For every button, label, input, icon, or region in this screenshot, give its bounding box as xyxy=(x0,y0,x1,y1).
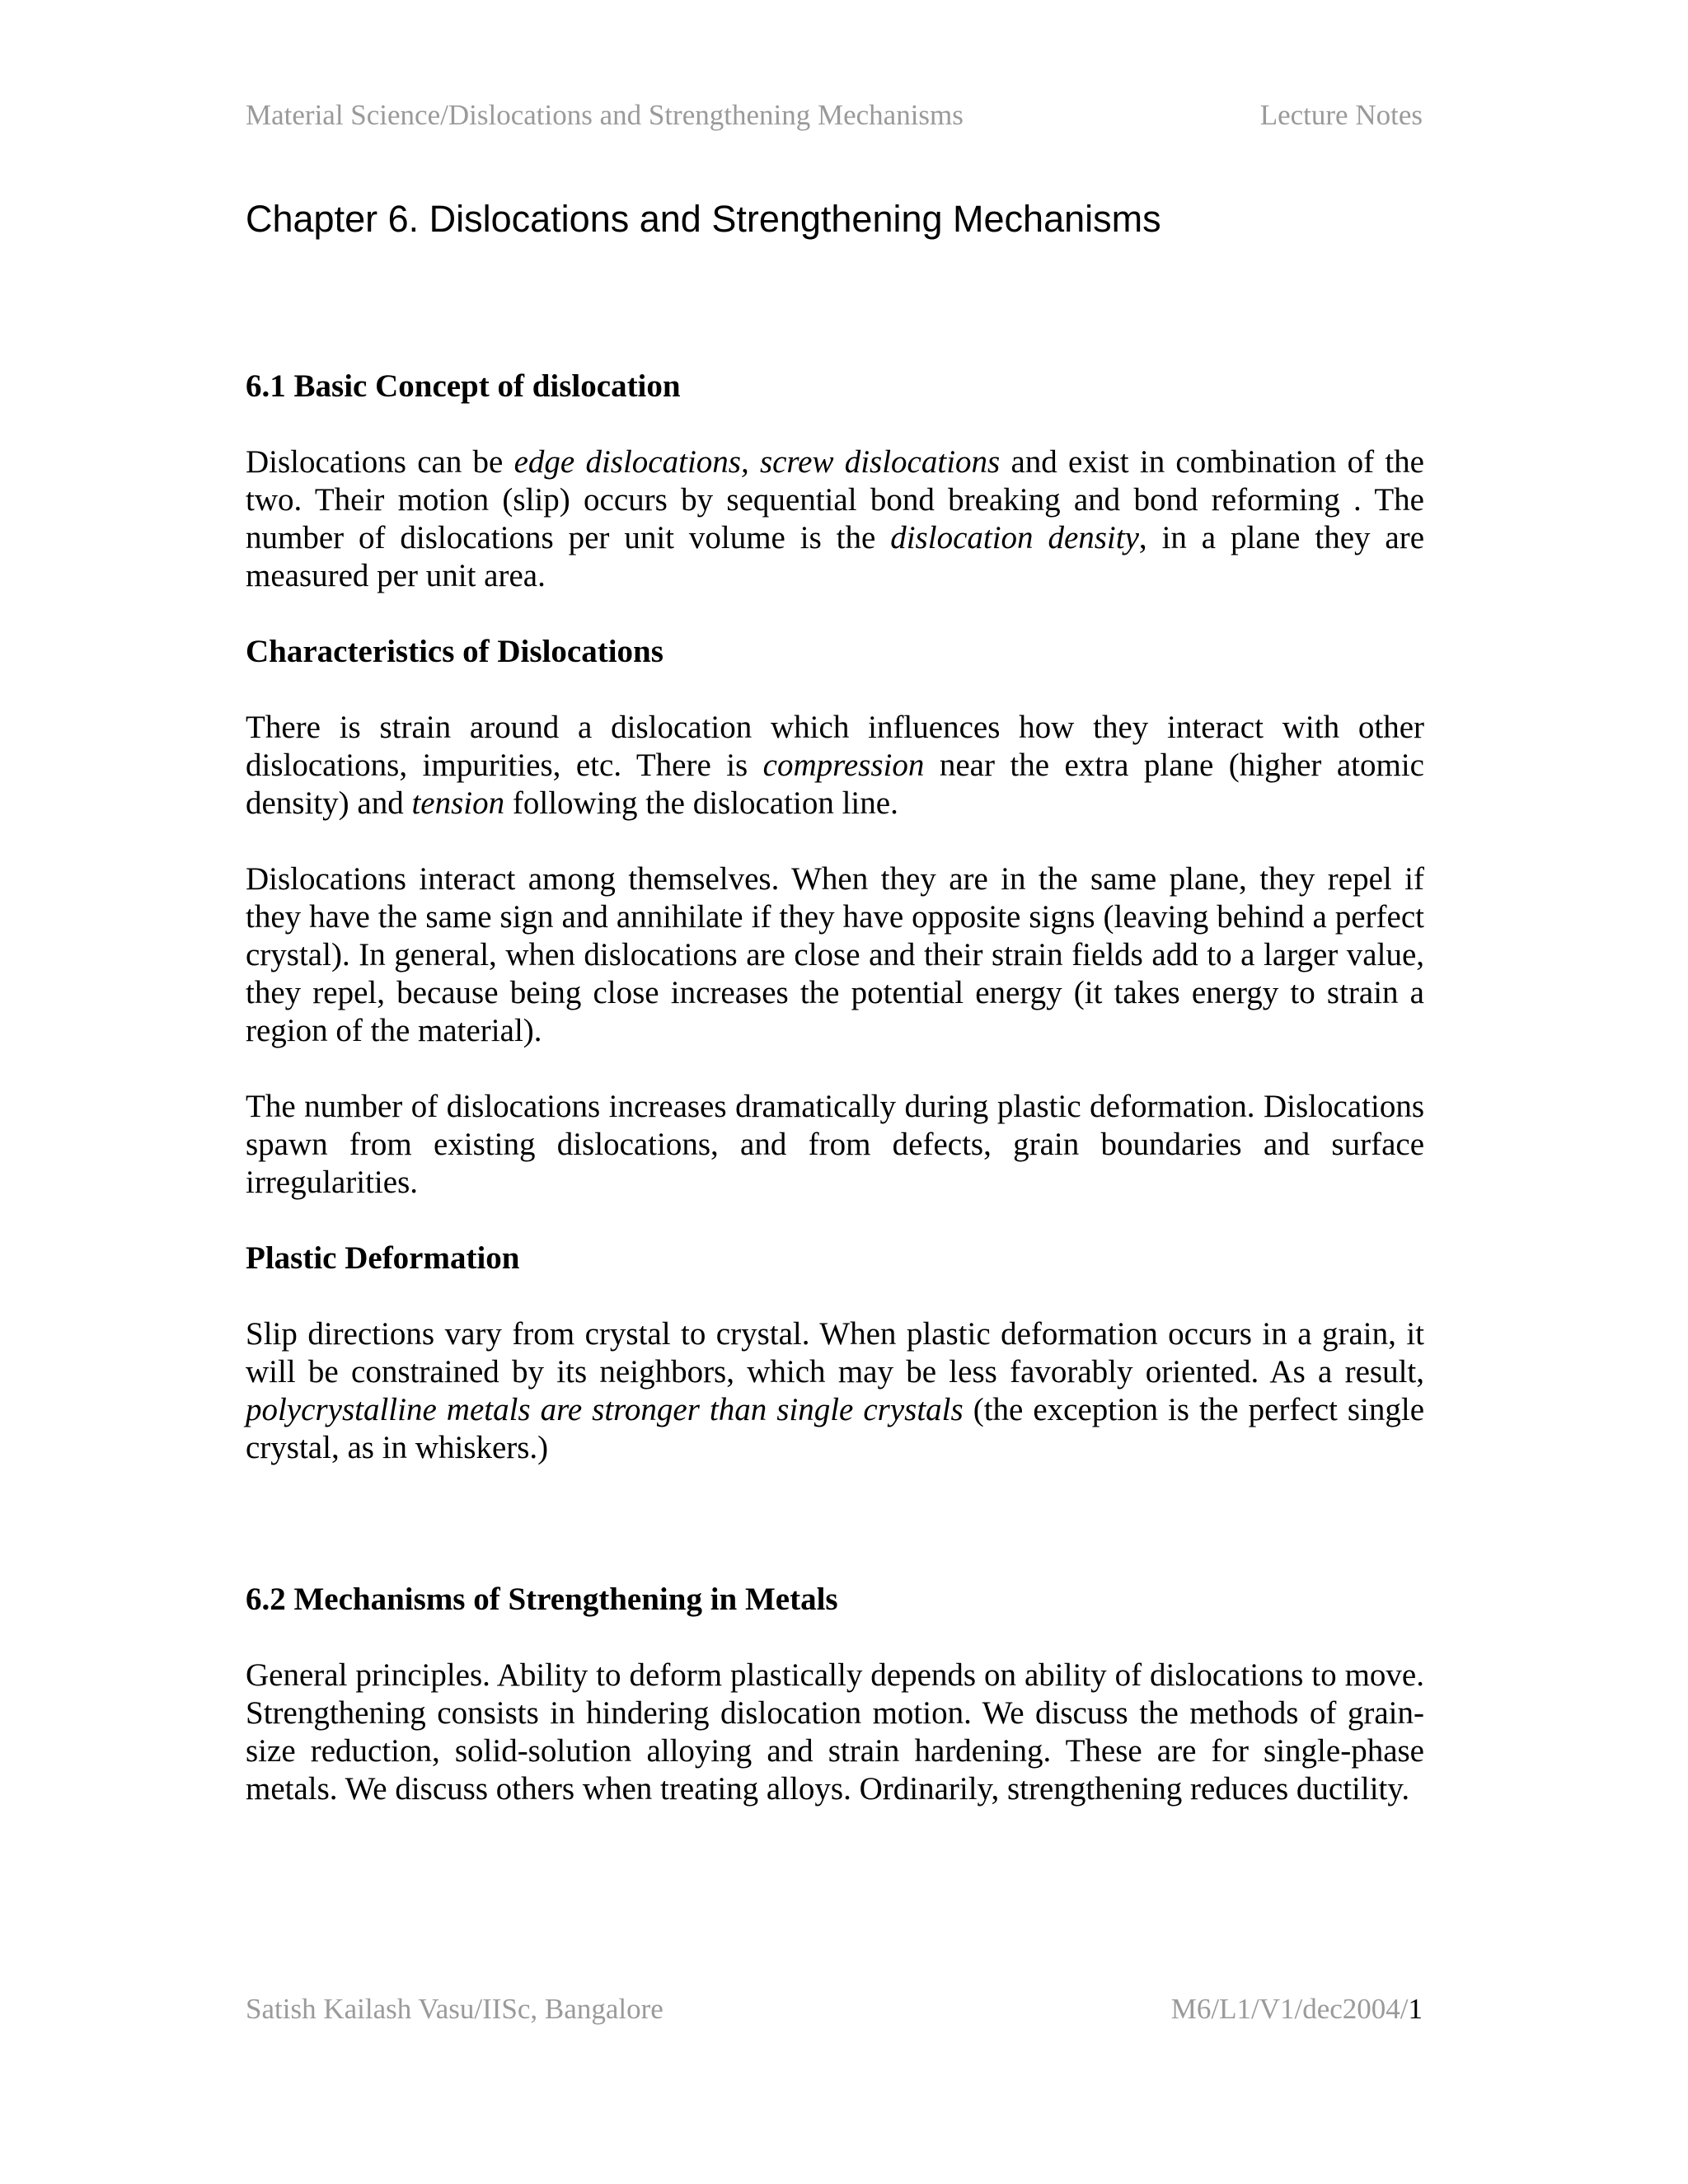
paragraph-slip-directions xyxy=(246,1315,1424,1467)
text-run: (the exception is the perfect single crystal, as in whiskers.) xyxy=(246,1392,1425,1465)
text-run: following the dislocation line. xyxy=(504,785,898,821)
text-run: There is strain around a dislocation which influences how they interact with other dislocations, impurities, etc. There is xyxy=(246,710,1424,783)
text-run: Dislocations can be xyxy=(246,444,514,480)
paragraph-interaction: Dislocations interact among themselves. When they are in the same plane, they repel if they have the same sign and annihilate if they have opposite signs (leaving behind a perfect crystal). In general, when dislocations are close and their strain fields add to a larger value, they repel, because being close increases the potential energy (it takes energy to strain a region of the material). xyxy=(246,861,1424,1048)
paragraph-dislocation-count: The number of dislocations increases dramatically during plastic deformation. Dislocations spawn from existing dislocations, and from defects, grain boundaries and surface irregularities. xyxy=(246,1089,1424,1200)
page-number: 1 xyxy=(1408,1993,1423,2025)
text-run: Slip directions vary from crystal to crystal. When plastic deformation occurs in a grain, it will be constrained by its neighbors, which may be less favorably oriented. As a result, xyxy=(246,1316,1424,1390)
section-heading-6-2: 6.2 Mechanisms of Strengthening in Metals xyxy=(246,1582,838,1617)
header-doc-type: Lecture Notes xyxy=(1259,99,1423,131)
footer-doc-code: M6/L1/V1/dec2004/ xyxy=(1170,1993,1409,2025)
italic-run: edge dislocations, screw dislocations xyxy=(513,444,1001,480)
paragraph-general-principles: General principles. Ability to deform plastically depends on ability of dislocations to move. Strengthening consists in hindering dislocation motion. We discuss the methods of grain-size reduction, solid-solution alloying and strain hardening. These are for single-phase metals. We discuss others when treating alloys. Ordinarily, strengthening reduces ductility. xyxy=(246,1657,1424,1807)
italic-run: compression xyxy=(762,748,925,783)
italic-run: dislocation density xyxy=(890,520,1139,555)
footer-doc-id xyxy=(1171,1993,1423,2026)
subheading-characteristics: Characteristics of Dislocations xyxy=(246,634,663,669)
paragraph-basic-concept xyxy=(246,443,1424,595)
italic-run: polycrystalline metals are stronger than single crystals xyxy=(246,1392,964,1427)
footer-author: Satish Kailash Vasu/IISc, Bangalore xyxy=(246,1993,663,2025)
section-heading-6-1: 6.1 Basic Concept of dislocation xyxy=(246,368,681,404)
chapter-title: Chapter 6. Dislocations and Strengthening Mechanisms xyxy=(246,198,1161,240)
paragraph-strain xyxy=(246,709,1424,823)
subheading-plastic-deformation: Plastic Deformation xyxy=(246,1240,520,1276)
text-run: near the extra plane (higher atomic density) and xyxy=(246,748,1424,821)
italic-run: tension xyxy=(411,785,505,821)
text-run: , in a plane they are measured per unit area. xyxy=(246,520,1425,593)
text-run: and exist in combination of the two. Their motion (slip) occurs by sequential bond breaking and bond reforming . The number of dislocations per unit volume is the xyxy=(246,444,1424,555)
header-course-title: Material Science/Dislocations and Strengthening Mechanisms xyxy=(246,99,964,131)
